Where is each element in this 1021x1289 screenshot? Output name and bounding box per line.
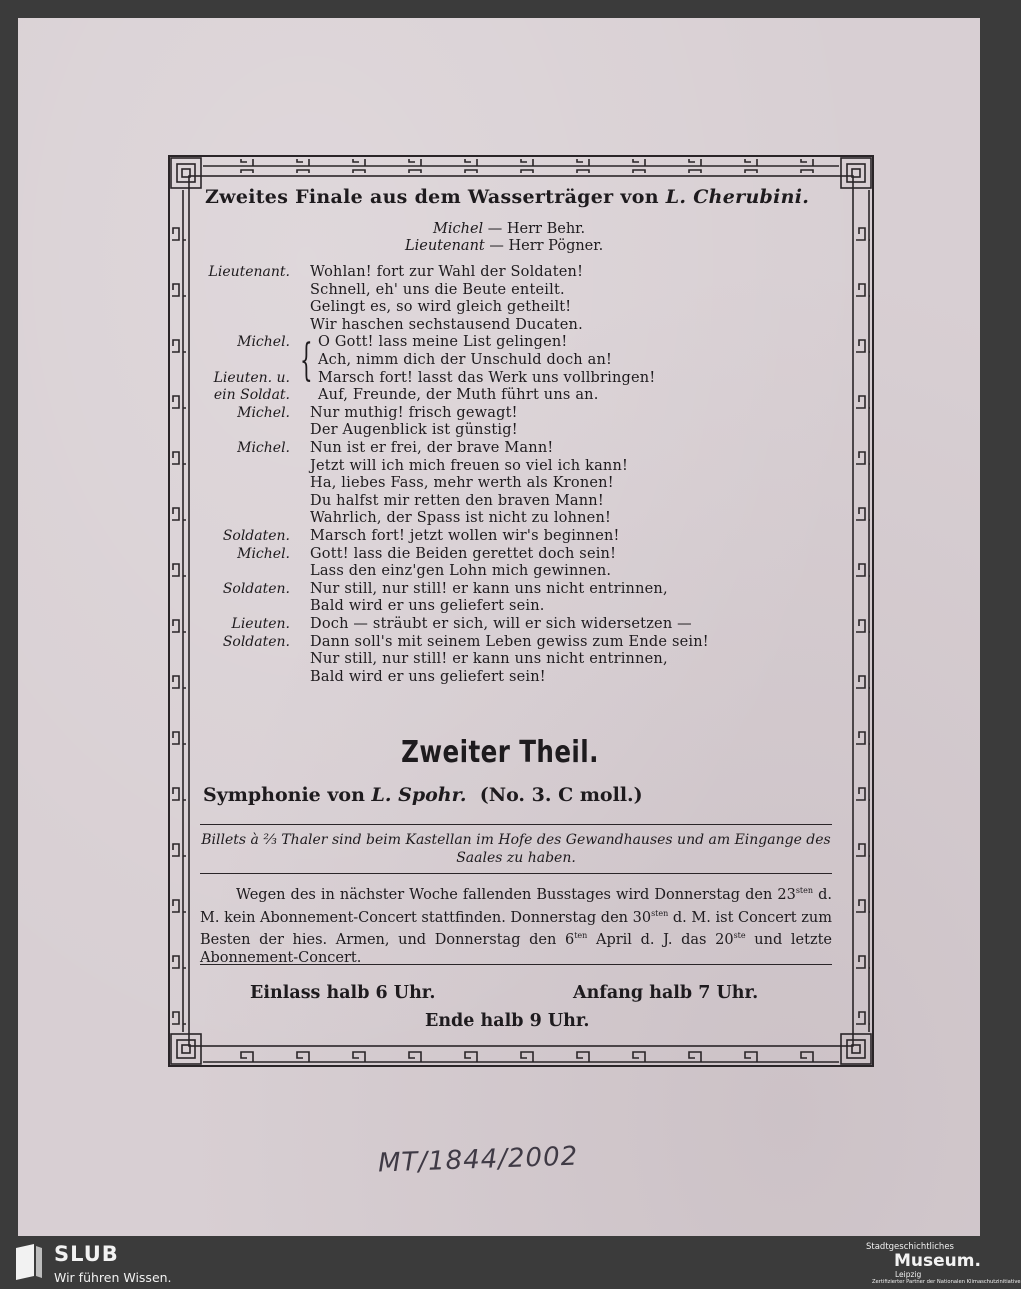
rule-2 — [200, 873, 832, 874]
libretto-line: Wohlan! fort zur Wahl der Soldaten! — [310, 264, 584, 280]
concert-notice: Wegen des in nächster Woche fallenden Busstages wird Donnerstag den $23^{sten}$ d. M. kein Abonnement-Concert stattfinden. Donnerstag den $30^{sten}$ d. M. ist Concert zum Besten der hies. Armen, und Donnerstag den $6^{ten}$ April d. J. das 20ste und letzte Abonnement-Concert. — [200, 886, 833, 966]
rule-1 — [200, 824, 832, 825]
einlass-time: Einlass halb 6 Uhr. — [250, 983, 436, 1003]
museum-certification: Zertifizierter Partner der Nationalen Klimaschutzinitiative — [872, 1279, 1021, 1285]
speaker-label: Michel. — [237, 440, 290, 456]
finale-title — [205, 186, 809, 208]
museum-top-text: Stadtgeschichtliches — [866, 1242, 954, 1252]
cast-lieutenant: Lieutenant — Herr Pögner. — [405, 238, 604, 254]
speaker-label: Lieutenant. — [208, 264, 290, 280]
speaker-label: Lieuten. u. — [213, 369, 290, 386]
museum-city: Leipzig — [895, 1270, 922, 1279]
slub-tagline: Wir führen Wissen. — [54, 1270, 172, 1285]
libretto-line: Du halfst mir retten den braven Mann! — [310, 492, 604, 509]
libretto-line: O Gott! lass meine List gelingen! — [318, 334, 568, 351]
anfang-time: Anfang halb 7 Uhr. — [573, 983, 759, 1003]
libretto-line: Dann soll's mit seinem Leben gewiss zum Ende sein! — [310, 633, 709, 650]
libretto-line: Ha, liebes Fass, mehr werth als Kronen! — [310, 475, 614, 492]
libretto-line: Nur still, nur still! er kann uns nicht entrinnen, — [310, 651, 668, 668]
libretto-line: Lass den einz'gen Lohn mich gewinnen. — [310, 563, 612, 580]
libretto-line: Nur muthig! frisch gewagt! — [310, 404, 518, 421]
libretto-line: Auf, Freunde, der Muth führt uns an. — [318, 387, 599, 404]
libretto-line: Nur still, nur still! er kann uns nicht entrinnen, — [310, 580, 668, 597]
cast-michel: Michel — Herr Behr. — [433, 221, 586, 237]
libretto-line: Gelingt es, so wird gleich getheilt! — [310, 299, 572, 316]
speaker-label: Soldaten. — [222, 528, 290, 544]
museum-name[interactable]: Museum. — [894, 1251, 981, 1271]
speaker-label: ein Soldat. — [213, 387, 290, 404]
title-text: Zweites Finale aus dem Wasserträger von — [205, 186, 666, 208]
libretto-line: Gott! lass die Beiden gerettet doch sein! — [310, 545, 617, 562]
part-two-heading: Zweiter Theil. — [401, 735, 599, 770]
libretto-line: Marsch fort! jetzt wollen wir's beginnen! — [310, 528, 620, 544]
libretto-line: Doch — sträubt er sich, will er sich widersetzen — — [310, 616, 692, 632]
handwritten-shelfmark: MT/1844/2002 — [377, 1141, 579, 1179]
tickets-notice: Billets à ⅔ Thaler sind beim Kastellan im Hofe des Gewandhauses und am Eingange des Saales zu haben. — [201, 832, 831, 866]
speaker-label: Michel. — [237, 404, 290, 421]
title-composer: L. Cherubini. — [665, 186, 810, 208]
ende-time: Ende halb 9 Uhr. — [425, 1011, 590, 1031]
speaker-label: Michel. — [237, 334, 290, 351]
rule-3 — [200, 964, 832, 965]
symphony-line: Symphonie von L. Spohr. (No. 3. C moll.) — [203, 784, 643, 806]
speaker-label: Michel. — [237, 545, 290, 562]
speaker-label: Soldaten. — [222, 580, 290, 597]
libretto-line: Wir haschen sechstausend Ducaten. — [310, 316, 583, 333]
libretto-line: Bald wird er uns geliefert sein. — [310, 598, 545, 615]
libretto-line: Marsch fort! lasst das Werk uns vollbringen! — [318, 369, 656, 386]
brace: { — [300, 335, 313, 386]
footer-bar — [0, 1236, 1021, 1289]
libretto-line: Wahrlich, der Spass ist nicht zu lohnen! — [310, 510, 612, 527]
speaker-label: Lieuten. — [231, 616, 290, 632]
libretto-line: Der Augenblick ist günstig! — [310, 422, 518, 439]
libretto-line: Bald wird er uns geliefert sein! — [310, 668, 546, 685]
libretto-line: Ach, nimm dich der Unschuld doch an! — [318, 352, 613, 368]
slub-name[interactable]: SLUB — [54, 1242, 119, 1266]
libretto-line: Jetzt will ich mich freuen so viel ich kann! — [310, 457, 629, 474]
libretto-line: Nun ist er frei, der brave Mann! — [310, 440, 554, 456]
libretto-line: Schnell, eh' uns die Beute enteilt. — [310, 281, 565, 298]
slub-logo-icon — [12, 1242, 44, 1282]
speaker-label: Soldaten. — [222, 633, 290, 650]
